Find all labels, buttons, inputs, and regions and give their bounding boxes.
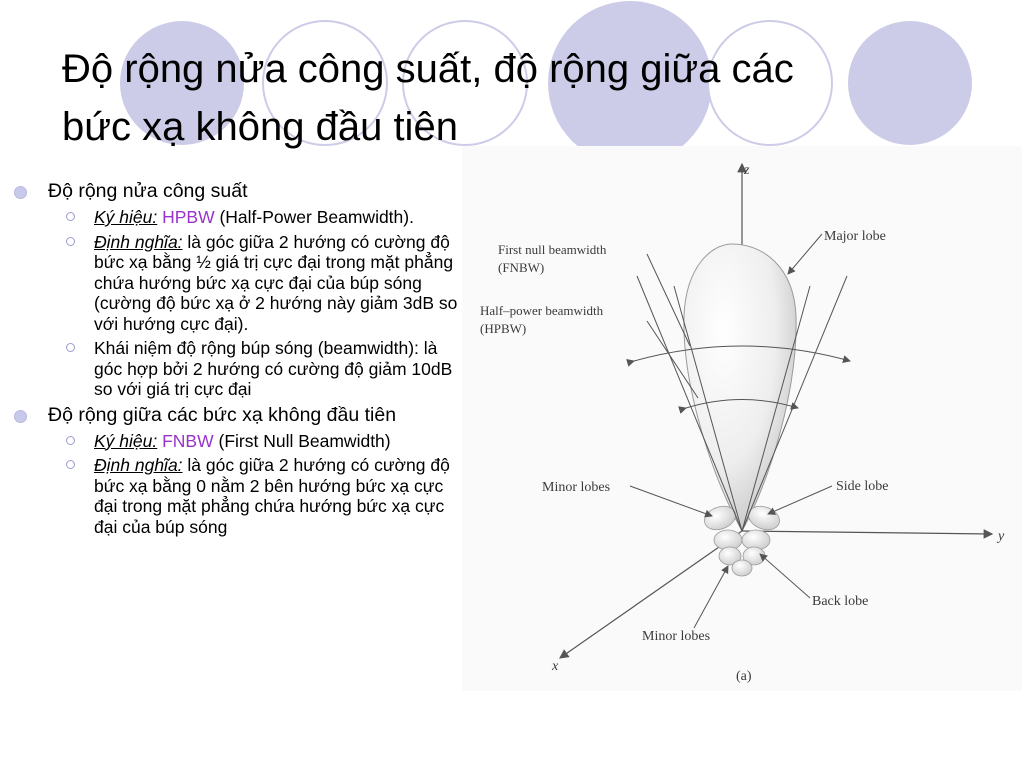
- title-line-2: bức xạ không đầu tiên: [62, 105, 458, 149]
- bullet-hpbw-definition: [12, 232, 464, 335]
- fnbw-expansion: (First Null Beamwidth): [213, 430, 391, 451]
- bullet-fnbw-definition: [12, 455, 464, 537]
- definition-label: Định nghĩa:: [94, 455, 183, 475]
- hpbw-definition-text: là góc giữa 2 hướng có cường độ bức xạ bằng ½ giá trị cực đại trong mặt phẳng chứa hướng bức xạ cực đại của búp sóng (cường độ bức xạ ở 2 hướng này giảm 3dB so với hướng cực đại).: [94, 231, 458, 334]
- y-axis-label: y: [998, 529, 1005, 544]
- hpbw-label-line1: Half–power beamwidth: [480, 303, 604, 318]
- figure-caption: (a): [736, 669, 752, 684]
- bullet-hpbw-heading: [12, 180, 464, 203]
- minor-lobes-bottom-label: Minor lobes: [642, 629, 711, 644]
- fnbw-label-line2: (FNBW): [498, 260, 545, 275]
- sub-bullet-ring: [66, 237, 75, 246]
- major-lobe-label: Major lobe: [824, 229, 886, 244]
- symbol-label: Ký hiệu:: [94, 430, 158, 451]
- bullet-fnbw-symbol: [12, 431, 464, 452]
- side-lobe-label: Side lobe: [836, 479, 889, 494]
- definition-label: Định nghĩa:: [94, 231, 183, 252]
- bullet-dot: [14, 410, 27, 423]
- bullet-dot: [14, 186, 27, 199]
- hpbw-expansion: (Half-Power Beamwidth).: [214, 207, 414, 227]
- minor-lobes-left-label: Minor lobes: [542, 480, 611, 495]
- symbol-label: Ký hiệu:: [94, 207, 158, 227]
- beamwidth-concept-text: Khái niệm độ rộng búp sóng (beamwidth): là góc hợp bởi 2 hướng có cường độ giảm 10dB so với giá trị cực đại: [94, 338, 453, 399]
- hpbw-heading-text: Độ rộng nửa công suất: [48, 180, 248, 202]
- sub-bullet-ring: [66, 436, 75, 445]
- title-line-1: Độ rộng nửa công suất, độ rộng giữa các: [62, 47, 794, 91]
- radiation-pattern-figure: [462, 146, 1022, 691]
- sub-bullet-ring: [66, 343, 75, 352]
- slide-content: [12, 180, 464, 541]
- fnbw-label-line1: First null beamwidth: [498, 242, 607, 257]
- hpbw-label-line2: (HPBW): [480, 321, 527, 336]
- sub-bullet-ring: [66, 460, 75, 469]
- x-axis-label: x: [552, 659, 559, 674]
- bullet-hpbw-symbol: [12, 207, 464, 228]
- fnbw-acronym: FNBW: [162, 430, 214, 451]
- slide-title: [62, 40, 982, 156]
- fnbw-definition-text: là góc giữa 2 hướng có cường độ bức xạ bằng 0 nằm 2 bên hướng bức xạ cực đại trong mặt phẳng chứa hướng bức xạ cực đại của búp sóng: [94, 455, 450, 537]
- z-axis-label: z: [744, 163, 750, 178]
- back-lobe-label: Back lobe: [812, 594, 869, 609]
- hpbw-acronym: HPBW: [162, 207, 215, 227]
- fnbw-heading-text: Độ rộng giữa các bức xạ không đầu tiên: [48, 403, 397, 426]
- sub-bullet-ring: [66, 212, 75, 221]
- bullet-beamwidth-concept: [12, 338, 464, 400]
- bullet-fnbw-heading: [12, 404, 464, 427]
